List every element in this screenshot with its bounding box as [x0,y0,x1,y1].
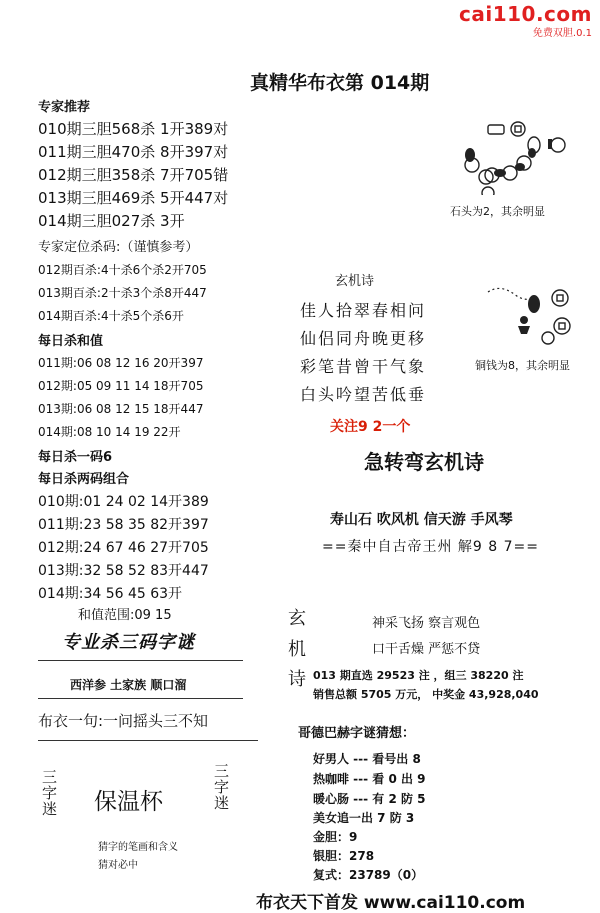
site-logo [459,2,592,39]
two-combo-row: 011期:23 58 35 82开397 [38,517,209,533]
expert-row: 011期三胆470杀 8开397对 [38,143,229,161]
sales-line: 销售总额 5705 万元， 中奖金 43,928,040 [313,688,539,701]
divider [38,698,243,699]
coins-caption: 铜钱为8，其余明显 [475,359,570,372]
goldbach-row: 美女追一出 7 防 3 [313,811,415,825]
xuan-char: 诗 [288,669,306,691]
kill-one-text: 每日杀一码6 [38,450,113,465]
pro-riddle-line: 西洋参 土家族 顺口溜 [70,678,187,692]
page-title: 真精华布衣第 014期 [250,72,430,94]
two-combo-row: 010期:01 24 02 14开389 [38,494,209,510]
xuan-line: 神采飞扬 察言观色 [372,616,481,631]
goldbach-row: 暖心肠 --- 有 2 防 5 [313,792,426,806]
stones-picture [460,115,570,195]
daily-sum-heading: 每日杀和值 [38,334,104,349]
riddle-hint: 猜字的笔画和含义 [98,842,178,853]
daily-sum-row: 011期:06 08 12 16 20开397 [38,356,204,370]
xuan-char: 机 [288,638,306,660]
daily-sum-row: 014期:08 10 14 19 22开 [38,425,181,439]
goldbach-row: 银胆：278 [313,849,375,863]
pro-riddle-heading: 专业杀三码字谜 [62,632,195,653]
goldbach-heading: 哥德巴赫字谜猜想： [298,726,416,741]
xuan-chars [288,604,306,696]
jizhuan-line: ==秦中自古帝王州 解9 8 7== [322,539,539,555]
jizhuan-line: 寿山石 吹风机 信天游 手风琴 [330,512,513,528]
daily-sum-row: 013期:06 08 12 15 18开447 [38,402,204,416]
footer-text: 布衣天下首发 www.cai110.com [256,893,526,913]
divider [38,740,258,741]
stones-caption: 石头为2，其余明显 [450,205,545,218]
three-word-char: 迷 [42,799,58,818]
daily-sum-row: 012期:05 09 11 14 18开705 [38,379,204,393]
position-kill-row: 012期百杀:4十杀6个杀2开705 [38,263,207,277]
sales-line: 013 期直选 29523 注 ，组三 38220 注 [313,669,524,682]
goldbach-row: 好男人 --- 看号出 8 [313,752,421,766]
three-word-char: 字 [42,783,58,802]
three-word-char: 三 [214,762,230,780]
three-word-char: 三 [42,768,58,786]
position-kill-row: 013期百杀:2十杀3个杀8开447 [38,286,207,300]
coins-picture [478,282,578,352]
expert-row: 014期三胆027杀 3开 [38,212,185,230]
riddle-answer: 保温杯 [94,789,163,815]
goldbach-row: 热咖啡 --- 看 0 出 9 [313,772,426,786]
sum-range: 和值范围:09 15 [78,608,172,623]
two-combo-heading: 每日杀两码组合 [38,472,130,487]
three-word-char: 字 [214,777,230,796]
xuanji-heading: 玄机诗 [335,274,375,289]
expert-heading: 专家推荐 [38,100,91,115]
site-logo-sub: 免费双胆.0.1 [532,28,592,39]
goldbach-row: 复式：23789（0） [313,868,424,882]
goldbach-row: 金胆：9 [313,830,358,844]
expert-row: 010期三胆568杀 1开389对 [38,120,229,138]
poem-line: 佳人拾翠春相问 [300,301,427,320]
buyi-one-text: 布衣一句:一问摇头三不知 [38,712,209,730]
follow-text: 关注9 2一个 [330,419,411,435]
expert-row: 012期三胆358杀 7开705错 [38,166,229,184]
two-combo-row: 012期:24 67 46 27开705 [38,540,209,556]
position-kill-row: 014期百杀:4十杀5个杀6开 [38,309,184,323]
site-logo-text: cai110.com [459,2,592,26]
xuan-char: 玄 [288,608,306,629]
poem-line: 彩笔昔曾干气象 [300,357,427,376]
jizhuan-heading: 急转弯玄机诗 [364,450,484,474]
expert-row: 013期三胆469杀 5开447对 [38,189,229,207]
divider [38,660,243,661]
two-combo-row: 013期:32 58 52 83开447 [38,563,209,579]
xuan-line: 口干舌燥 严惩不贷 [372,642,481,657]
position-kill-heading: 专家定位杀码:（谨慎参考） [38,240,199,255]
three-word-char: 迷 [214,793,230,812]
poem-line: 白头吟望苦低垂 [300,385,427,404]
poem-line: 仙侣同舟晚更移 [300,329,427,348]
two-combo-row: 014期:34 56 45 63开 [38,586,183,602]
three-word-right [214,764,229,811]
riddle-hint: 猜对必中 [98,860,138,871]
three-word-left [42,770,57,817]
